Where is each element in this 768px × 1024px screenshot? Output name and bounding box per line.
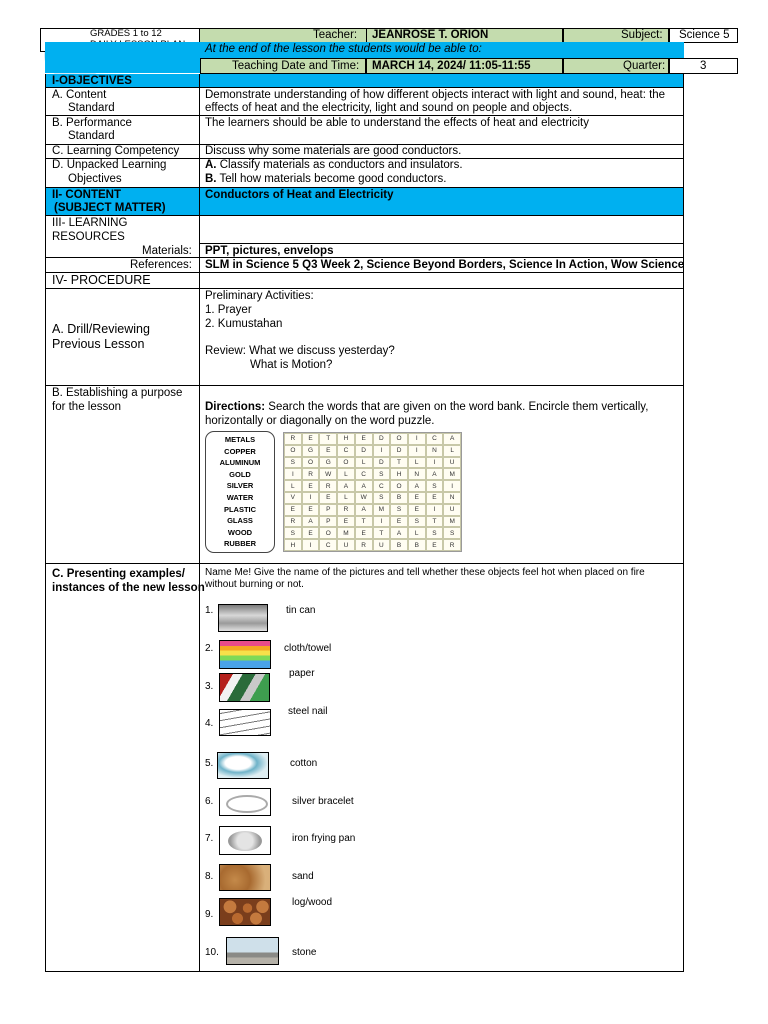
grid-cell[interactable]: S <box>443 527 461 539</box>
overlay-text: At the end of the lesson the students would be able to: <box>205 43 482 55</box>
drill-line-2: 1. Prayer <box>205 304 252 316</box>
grid-cell[interactable]: E <box>426 492 444 504</box>
grid-cell[interactable]: M <box>373 504 391 516</box>
word-bank-item: PLASTIC <box>223 504 257 514</box>
grid-cell[interactable]: S <box>284 527 302 539</box>
grid-cell[interactable]: E <box>426 539 444 551</box>
grid-cell[interactable]: A <box>355 480 373 492</box>
grid-cell[interactable]: B <box>390 539 408 551</box>
grid-cell[interactable]: U <box>337 539 355 551</box>
item-number: 1. <box>205 605 214 616</box>
grid-cell[interactable]: S <box>373 492 391 504</box>
grid-cell[interactable]: O <box>319 527 337 539</box>
date-value: MARCH 14, 2024/ 11:05-11:55 <box>372 60 531 72</box>
grid-cell[interactable]: T <box>373 527 391 539</box>
performance-standard-label-2: Standard <box>68 130 115 142</box>
directions-text-2: horizontally or diagonally on the word puzzle. <box>205 415 435 427</box>
grid-cell[interactable]: R <box>443 539 461 551</box>
word-search-grid <box>283 432 462 552</box>
grid-cell[interactable]: T <box>319 433 337 445</box>
stone-picture <box>226 937 279 965</box>
grid-cell[interactable]: I <box>408 433 426 445</box>
item-number: 5. <box>205 758 214 769</box>
date-label: Teaching Date and Time: <box>232 60 360 72</box>
grid-cell[interactable]: D <box>373 433 391 445</box>
grid-cell[interactable]: R <box>319 480 337 492</box>
grid-cell[interactable]: E <box>284 504 302 516</box>
grid-cell[interactable]: L <box>443 445 461 457</box>
word-bank-item: METALS <box>224 435 256 444</box>
grid-cell[interactable]: L <box>355 457 373 469</box>
item-number: 2. <box>205 643 214 654</box>
grid-cell[interactable]: S <box>373 468 391 480</box>
unpacked-objective-b <box>205 172 446 186</box>
grid-cell[interactable]: A <box>355 504 373 516</box>
grid-cell[interactable]: E <box>319 445 337 457</box>
item-name: sand <box>292 871 314 882</box>
performance-standard-text: The learners should be able to understand the effects of heat and electricity <box>205 117 590 129</box>
item-name: steel nail <box>288 706 328 717</box>
item-number: 3. <box>205 681 214 692</box>
resources-heading-2: RESOURCES <box>52 231 125 243</box>
references-label: References: <box>130 259 193 271</box>
grid-cell[interactable]: D <box>355 445 373 457</box>
content-standard-text-1: Demonstrate understanding of how different objects interact with light and sound, heat: the <box>205 89 666 101</box>
grid-cell[interactable]: I <box>284 468 302 480</box>
grid-cell[interactable]: E <box>302 480 320 492</box>
grid-cell[interactable]: L <box>284 480 302 492</box>
grid-cell[interactable]: O <box>302 457 320 469</box>
objectives-heading: I-OBJECTIVES <box>52 75 132 87</box>
item-name: silver bracelet <box>292 796 354 807</box>
materials-value: PPT, pictures, envelops <box>205 245 334 257</box>
content-topic: Conductors of Heat and Electricity <box>205 189 394 201</box>
grid-cell[interactable]: O <box>284 445 302 457</box>
grid-cell[interactable]: S <box>390 504 408 516</box>
drill-line-3: 2. Kumustahan <box>205 318 283 330</box>
competency-label: C. Learning Competency <box>52 145 180 157</box>
grid-cell[interactable]: E <box>302 527 320 539</box>
drill-line-1: Preliminary Activities: <box>205 290 314 302</box>
item-number: 4. <box>205 718 214 729</box>
grid-cell[interactable]: M <box>443 516 461 528</box>
word-bank-item: WATER <box>226 492 254 502</box>
header-grades: GRADES 1 to 12 <box>90 28 162 39</box>
grid-cell[interactable]: E <box>302 433 320 445</box>
header-blue-band-left <box>45 42 200 73</box>
grid-cell[interactable]: C <box>337 445 355 457</box>
grid-cell[interactable]: V <box>284 492 302 504</box>
grid-cell[interactable]: R <box>355 539 373 551</box>
word-bank-item: SILVER <box>226 481 254 491</box>
grid-cell[interactable]: A <box>302 516 320 528</box>
objective-a-text: Classify materials as conductors and insulators. <box>216 159 463 171</box>
objective-b-letter: B. <box>205 173 217 185</box>
item-number: 6. <box>205 796 214 807</box>
grid-cell[interactable]: O <box>337 457 355 469</box>
drill-label-1: A. Drill/Reviewing <box>52 322 150 336</box>
word-bank-item: GLASS <box>227 516 253 526</box>
grid-cell[interactable]: L <box>337 492 355 504</box>
content-heading-2: (SUBJECT MATTER) <box>54 202 166 214</box>
content-standard-label-1: A. Content <box>52 89 107 101</box>
grid-cell[interactable]: C <box>426 433 444 445</box>
tin-can-picture <box>218 604 268 632</box>
grid-cell[interactable]: C <box>355 468 373 480</box>
word-bank-item: RUBBER <box>223 539 257 549</box>
grid-cell[interactable]: P <box>319 516 337 528</box>
grid-cell[interactable]: I <box>443 480 461 492</box>
grid-cell[interactable]: E <box>355 433 373 445</box>
grid-cell[interactable]: H <box>284 539 302 551</box>
grid-cell[interactable]: E <box>319 492 337 504</box>
drill-line-6: What is Motion? <box>250 359 333 371</box>
word-bank <box>205 431 275 553</box>
item-name: tin can <box>286 605 316 616</box>
item-number: 10. <box>205 947 219 958</box>
grid-cell[interactable]: T <box>426 516 444 528</box>
word-bank-item: ALUMINUM <box>219 458 261 468</box>
directions <box>205 400 676 414</box>
objective-b-text: Tell how materials become good conductors. <box>216 173 447 185</box>
subject-label: Subject: <box>621 29 663 41</box>
grid-cell[interactable]: A <box>443 433 461 445</box>
grid-cell[interactable]: S <box>426 527 444 539</box>
item-name: cloth/towel <box>284 643 332 654</box>
grid-cell[interactable]: S <box>408 516 426 528</box>
grid-cell[interactable]: E <box>355 527 373 539</box>
directions-text-1: Search the words that are given on the word bank. Encircle them vertically, <box>265 401 649 413</box>
grid-cell[interactable]: D <box>373 457 391 469</box>
grid-cell[interactable]: N <box>408 468 426 480</box>
grid-cell[interactable]: O <box>390 433 408 445</box>
grid-cell[interactable]: A <box>337 480 355 492</box>
grid-cell[interactable]: N <box>426 445 444 457</box>
presenting-label-2: instances of the new lesson <box>52 582 205 594</box>
nail-picture <box>219 709 271 736</box>
grid-cell[interactable]: R <box>337 504 355 516</box>
grid-cell[interactable]: E <box>302 504 320 516</box>
grid-cell[interactable]: M <box>443 468 461 480</box>
performance-standard-label-1: B. Performance <box>52 117 132 129</box>
wood-picture <box>219 898 271 926</box>
grid-cell[interactable]: L <box>337 468 355 480</box>
content-standard-label-2: Standard <box>68 102 115 114</box>
grid-cell[interactable]: I <box>408 445 426 457</box>
grid-cell[interactable]: I <box>426 504 444 516</box>
grid-cell[interactable]: R <box>284 516 302 528</box>
column-divider <box>199 74 200 972</box>
teacher-name: JEANROSE T. ORION <box>372 29 489 41</box>
grid-cell[interactable]: U <box>443 457 461 469</box>
unpacked-label-2: Objectives <box>68 173 122 185</box>
row-line <box>45 563 684 564</box>
name-me-instruction-1: Name Me! Give the name of the pictures and tell whether these objects feel hot when placed on fire <box>205 567 645 578</box>
quarter-value: 3 <box>700 60 707 72</box>
item-name: cotton <box>290 758 318 769</box>
objective-a-letter: A. <box>205 159 217 171</box>
unpacked-objective-a <box>205 158 463 172</box>
grid-cell[interactable]: S <box>426 480 444 492</box>
word-bank-item: GOLD <box>229 469 251 479</box>
grid-cell[interactable]: E <box>390 516 408 528</box>
grid-cell[interactable]: O <box>390 480 408 492</box>
word-bank-item: COPPER <box>224 446 256 456</box>
purpose-label-2: for the lesson <box>52 401 122 413</box>
bracelet-picture <box>219 788 271 816</box>
grid-cell[interactable]: W <box>319 468 337 480</box>
grid-cell[interactable]: U <box>443 504 461 516</box>
sand-picture <box>219 864 271 891</box>
grid-cell[interactable]: T <box>390 457 408 469</box>
drill-label-2: Previous Lesson <box>52 337 145 351</box>
item-name: log/wood <box>292 897 333 908</box>
grid-cell[interactable]: W <box>355 492 373 504</box>
grid-cell[interactable]: I <box>373 516 391 528</box>
teacher-label: Teacher: <box>313 29 358 41</box>
grid-cell[interactable]: H <box>390 468 408 480</box>
cotton-picture <box>217 752 269 779</box>
grid-cell[interactable]: C <box>319 539 337 551</box>
grid-cell[interactable]: R <box>302 468 320 480</box>
grid-cell[interactable]: D <box>390 445 408 457</box>
grid-cell[interactable]: G <box>319 457 337 469</box>
procedure-heading: IV- PROCEDURE <box>52 273 151 287</box>
grid-cell[interactable]: I <box>426 457 444 469</box>
grid-cell[interactable]: B <box>408 539 426 551</box>
grid-cell[interactable]: R <box>284 433 302 445</box>
objectives-heading-row <box>46 74 683 88</box>
grid-cell[interactable]: A <box>390 527 408 539</box>
grid-cell[interactable]: S <box>284 457 302 469</box>
resources-heading-1: III- LEARNING <box>52 217 128 229</box>
grid-cell[interactable]: I <box>302 492 320 504</box>
materials-label: Materials: <box>142 245 192 257</box>
grid-cell[interactable]: U <box>373 539 391 551</box>
towel-picture <box>219 640 271 669</box>
word-bank-item: WOOD <box>227 527 253 537</box>
grid-cell[interactable]: B <box>390 492 408 504</box>
purpose-label-1: B. Establishing a purpose <box>52 387 183 399</box>
grid-cell[interactable]: A <box>408 480 426 492</box>
directions-label: Directions: <box>205 401 266 413</box>
pan-picture <box>219 826 271 855</box>
grid-cell[interactable]: E <box>408 492 426 504</box>
item-name: iron frying pan <box>292 833 356 844</box>
grid-cell[interactable]: P <box>319 504 337 516</box>
grid-cell[interactable]: M <box>337 527 355 539</box>
paper-picture <box>219 673 270 702</box>
item-number: 9. <box>205 909 214 920</box>
competency-text: Discuss why some materials are good conductors. <box>205 145 462 157</box>
presenting-label-1: C. Presenting examples/ <box>52 568 185 580</box>
grid-cell[interactable]: E <box>408 504 426 516</box>
grid-cell[interactable]: N <box>443 492 461 504</box>
name-me-instruction-2: without burning or not. <box>205 579 304 590</box>
content-heading-1: II- CONTENT <box>52 189 121 201</box>
unpacked-label-1: D. Unpacked Learning <box>52 159 167 171</box>
grid-cell[interactable]: A <box>426 468 444 480</box>
content-standard-text-2: effects of heat and the electricity, light and sound on people and objects. <box>205 102 573 114</box>
grid-cell[interactable]: I <box>373 445 391 457</box>
grid-cell[interactable]: L <box>408 457 426 469</box>
quarter-label: Quarter: <box>623 60 666 72</box>
grid-cell[interactable]: H <box>337 433 355 445</box>
item-number: 7. <box>205 833 214 844</box>
grid-cell[interactable]: T <box>355 516 373 528</box>
drill-line-5: Review: What we discuss yesterday? <box>205 345 395 357</box>
grid-cell[interactable]: I <box>302 539 320 551</box>
row-line <box>45 288 684 289</box>
grid-cell[interactable]: L <box>408 527 426 539</box>
row-line <box>45 215 684 216</box>
grid-cell[interactable]: E <box>337 516 355 528</box>
references-value: SLM in Science 5 Q3 Week 2, Science Beyond Borders, Science In Action, Wow Science <box>205 259 685 271</box>
item-name: paper <box>289 668 315 679</box>
item-name: stone <box>292 947 317 958</box>
grid-cell[interactable]: G <box>302 445 320 457</box>
subject-value: Science 5 <box>679 29 730 41</box>
grid-cell[interactable]: C <box>373 480 391 492</box>
item-number: 8. <box>205 871 214 882</box>
